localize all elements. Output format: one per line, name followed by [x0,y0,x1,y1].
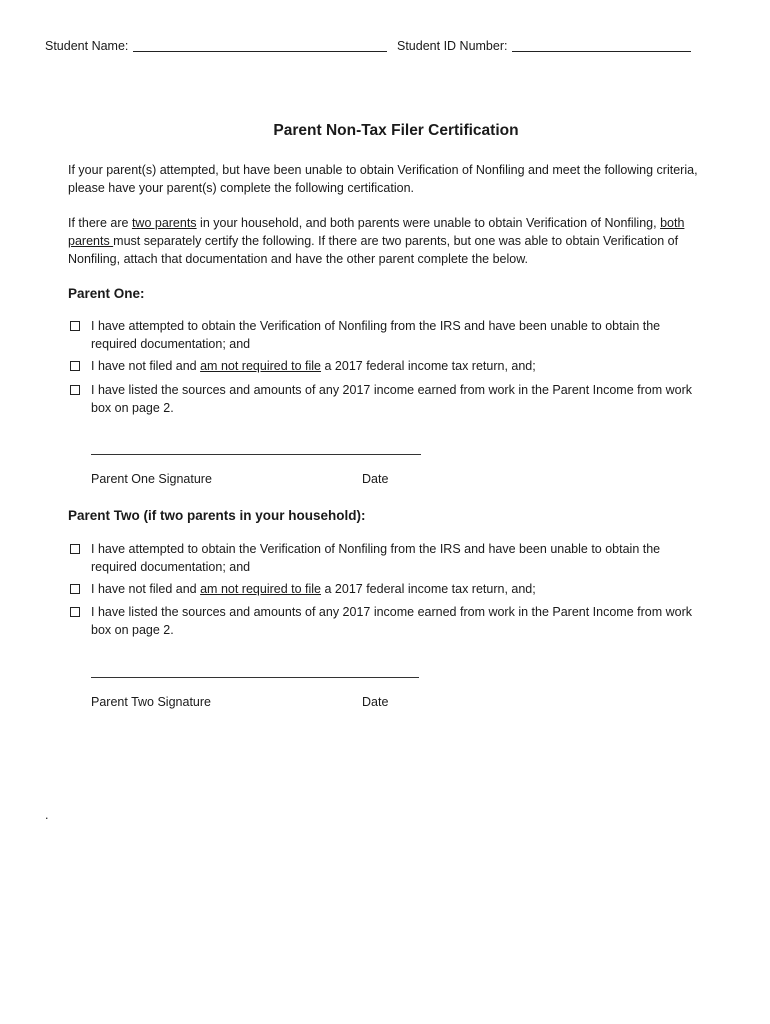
parent-two-checkbox-1[interactable] [70,544,80,554]
para2-text: in your household, and both parents were unable to obtain Verification of Nonfiling, [196,216,661,230]
parent-two-heading: Parent Two (if two parents in your household): [68,508,366,523]
para2-text: must separately certify the following. If there are two parents, but one was able to obtain Verification of [113,234,679,248]
student-id-field[interactable] [512,51,691,52]
item-underline: am not required to file [200,359,322,373]
item-underline: am not required to file [200,582,322,596]
parent-one-heading: Parent One: [68,286,145,301]
page-title: Parent Non-Tax Filer Certification [273,122,519,139]
parent-one-item-3-line-2: box on page 2. [91,401,174,415]
parent-one-item-2 [91,357,536,375]
parent-two-item-3-line-2: box on page 2. [91,623,174,637]
parent-one-checkbox-3[interactable] [70,385,80,395]
student-name-label: Student Name: [45,39,129,53]
item-text: I have not filed and [91,582,201,596]
parent-two-item-2 [91,580,536,598]
parent-two-date-label: Date [362,695,389,709]
parent-one-item-1-line-2: required documentation; and [91,337,251,351]
item-text: a 2017 federal income tax return, and; [321,582,536,596]
para2-underline-parents: parents [68,234,114,248]
para2-line-3: Nonfiling, attach that documentation and have the other parent complete the below. [68,252,529,266]
parent-two-item-1-line-1: I have attempted to obtain the Verification of Nonfiling from the IRS and have been unable to obtain the [91,542,661,556]
para2-underline-two-parents: two parents [131,216,197,230]
student-name-field[interactable] [133,51,387,52]
parent-two-item-3-line-1: I have listed the sources and amounts of any 2017 income earned from work in the Parent Income from work [91,605,693,619]
parent-two-checkbox-2[interactable] [70,584,80,594]
intro-line-2: please have your parent(s) complete the following certification. [68,181,415,195]
student-id-label: Student ID Number: [397,39,508,53]
parent-one-signature-label: Parent One Signature [91,472,212,486]
parent-two-signature-line[interactable] [91,677,419,678]
intro-line-1: If your parent(s) attempted, but have been unable to obtain Verification of Nonfiling and meet the following criteria, [68,163,698,177]
para2-underline-both: both [660,216,685,230]
parent-one-checkbox-2[interactable] [70,361,80,371]
footer-mark: . [45,808,49,822]
parent-one-checkbox-1[interactable] [70,321,80,331]
parent-one-date-label: Date [362,472,389,486]
para2-line-1 [68,214,684,232]
parent-two-signature-label: Parent Two Signature [91,695,211,709]
parent-one-item-3-line-1: I have listed the sources and amounts of any 2017 income earned from work in the Parent Income from work [91,383,693,397]
parent-two-checkbox-3[interactable] [70,607,80,617]
parent-one-signature-line[interactable] [91,454,421,455]
item-text: a 2017 federal income tax return, and; [321,359,536,373]
parent-two-item-1-line-2: required documentation; and [91,560,251,574]
parent-one-item-1-line-1: I have attempted to obtain the Verification of Nonfiling from the IRS and have been unable to obtain the [91,319,661,333]
para2-line-2 [68,232,678,250]
para2-text: If there are [68,216,132,230]
item-text: I have not filed and [91,359,201,373]
